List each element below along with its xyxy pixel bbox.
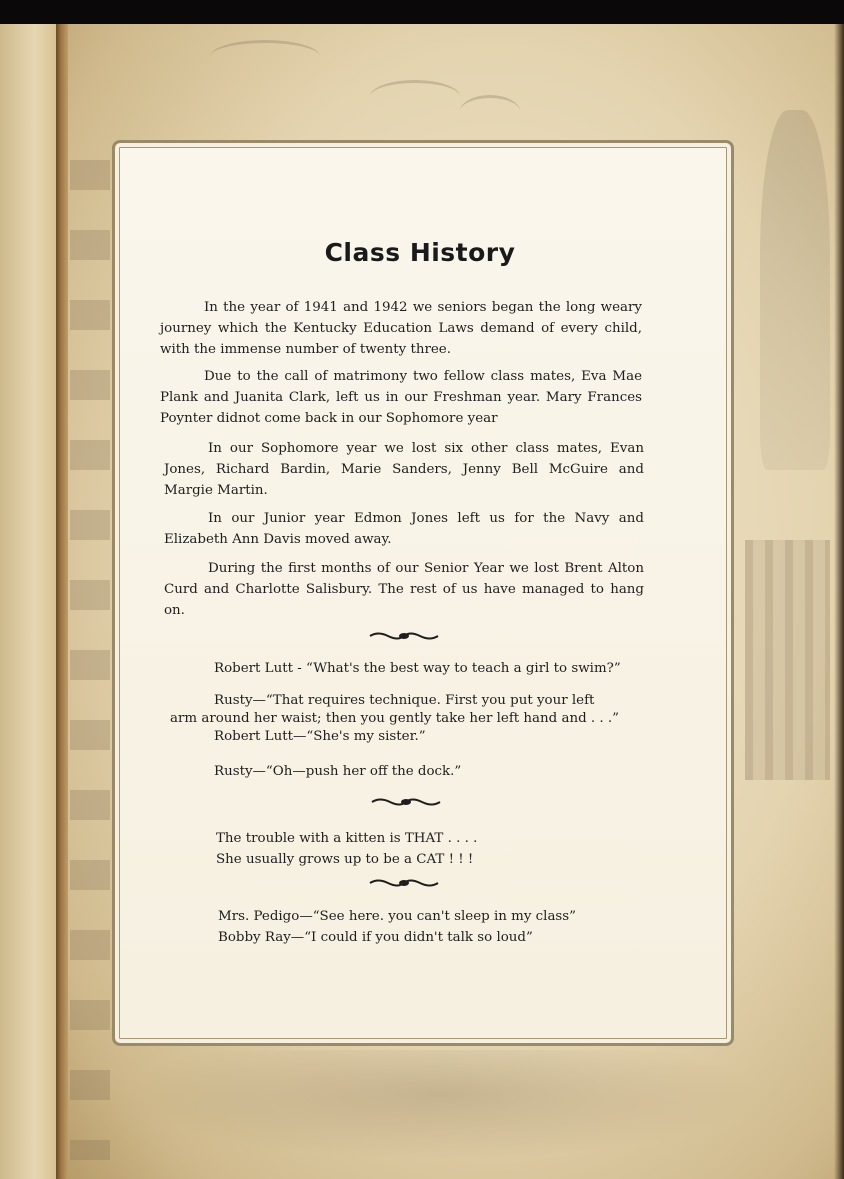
airplane-sketch (370, 80, 460, 113)
joke-line: Bobby Ray—“I could if you didn't talk so loud” (218, 930, 533, 945)
joke-swim (170, 658, 650, 782)
history-paragraph (160, 297, 642, 360)
scroll-ornament-divider (368, 878, 440, 888)
joke-line: Robert Lutt—“She's my sister.” (214, 729, 426, 744)
joke-line: Rusty—“Oh—push her off the dock.” (214, 764, 462, 779)
page-title: Class History (324, 238, 516, 267)
paragraph-text: In the year of 1941 and 1942 we seniors began the long weary journey which the Kentucky Education Laws demand of every child, with the immense number of twenty three. (160, 300, 642, 357)
paragraph-text: In our Junior year Edmon Jones left us for the Navy and Elizabeth Ann Davis moved away. (164, 511, 644, 547)
joke-sleep (218, 906, 638, 948)
eagle-seal-sketch (120, 1050, 760, 1160)
paragraph-text: During the first months of our Senior Year we lost Brent Alton Curd and Charlotte Salisbury. The rest of us have managed to hang on. (164, 561, 644, 618)
paragraph-text: Due to the call of matrimony two fellow class mates, Eva Mae Plank and Juanita Clark, left us in our Freshman year. Mary Frances Poynter didnot come back in our Sophomore year (160, 369, 642, 426)
joke-line: She usually grows up to be a CAT ! ! ! (216, 852, 474, 867)
joke-line: arm around her waist; then you gently take her left hand and . . .” (170, 711, 620, 726)
scroll-ornament-divider (368, 631, 440, 641)
capitol-building-sketch (745, 540, 830, 780)
facing-page-edge (0, 24, 60, 1179)
history-paragraph (164, 438, 644, 501)
scroll-ornament-divider (370, 797, 442, 807)
history-paragraph (164, 558, 644, 621)
paragraph-text: In our Sophomore year we lost six other class mates, Evan Jones, Richard Bardin, Marie Sanders, Jenny Bell McGuire and Margie Martin. (164, 441, 644, 498)
joke-line: Mrs. Pedigo—“See here. you can't sleep in my class” (218, 909, 577, 924)
history-paragraph (160, 366, 642, 429)
joke-kitten (216, 828, 636, 870)
soldier-sketch-column (70, 160, 110, 1160)
joke-line: Robert Lutt - “What's the best way to teach a girl to swim?” (214, 661, 621, 676)
statue-of-liberty-sketch (760, 110, 830, 470)
airplane-sketch (460, 95, 520, 128)
airplane-sketch (210, 40, 320, 73)
scan-top-border (0, 0, 844, 24)
history-paragraph (164, 508, 644, 550)
page-edge-shadow (834, 24, 844, 1179)
joke-line: The trouble with a kitten is THAT . . . . (216, 831, 478, 846)
joke-line: Rusty—“That requires technique. First you put your left (214, 693, 595, 708)
